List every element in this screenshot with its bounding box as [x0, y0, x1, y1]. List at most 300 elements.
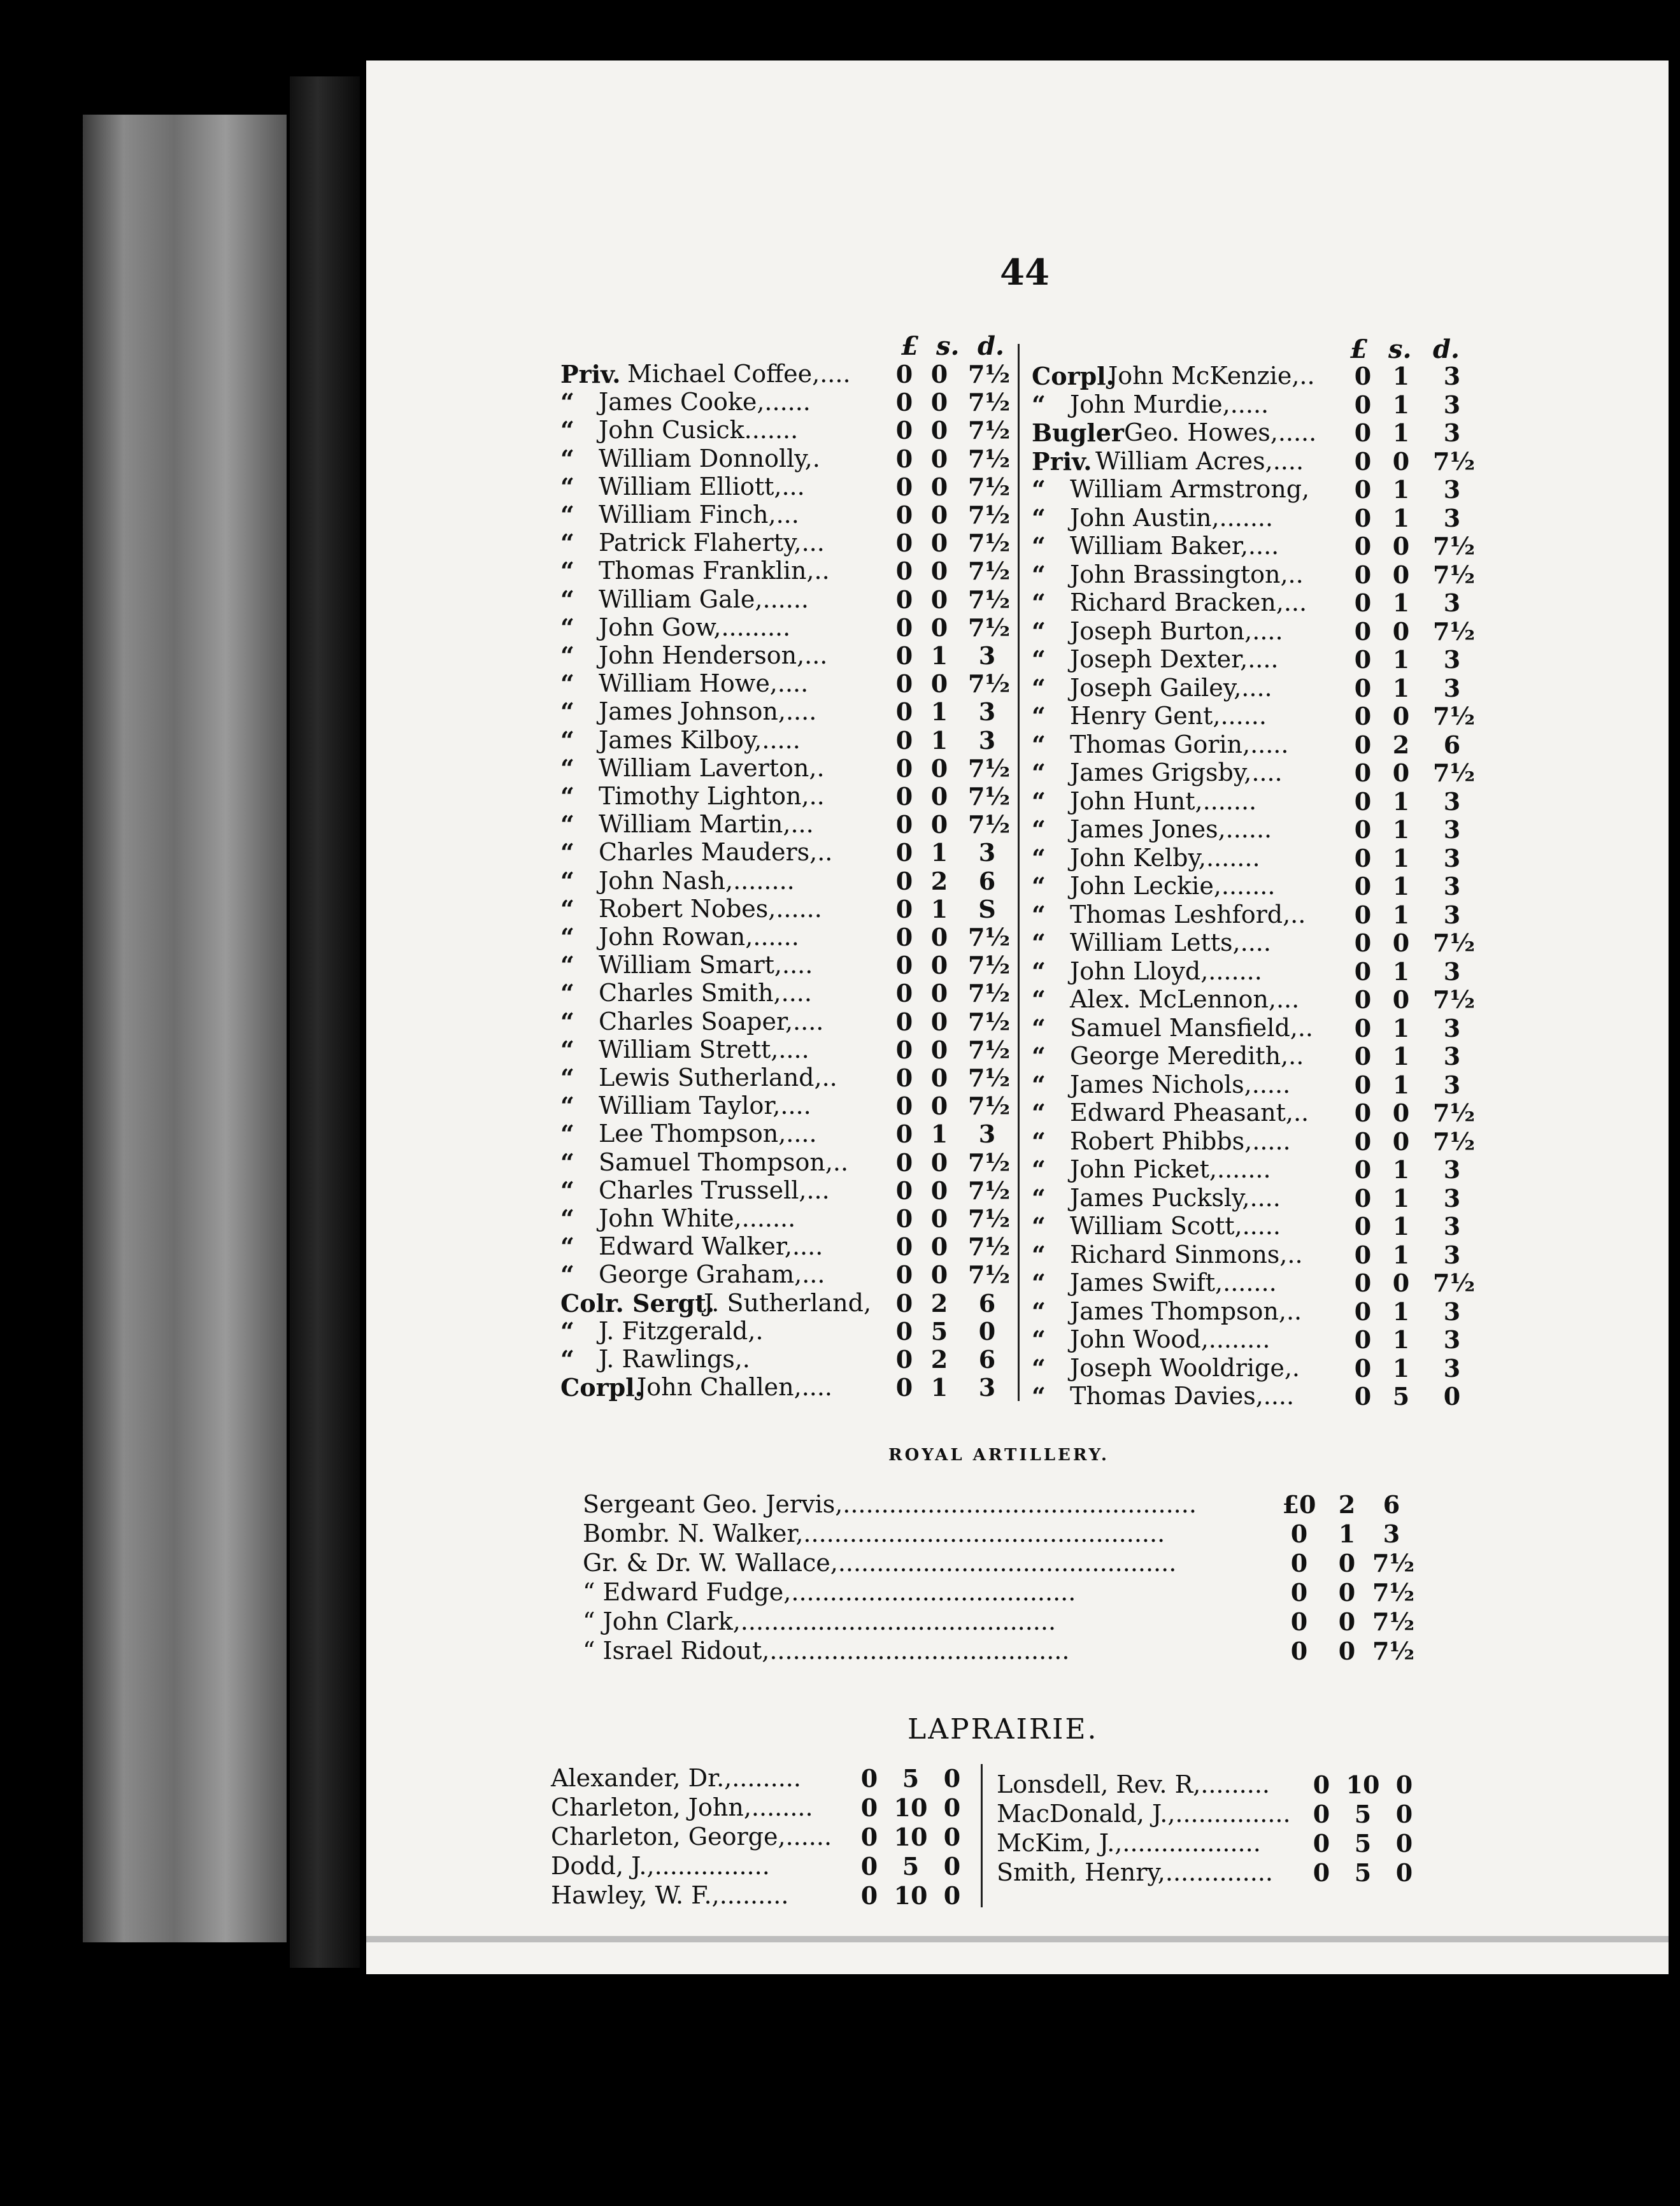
amount-pounds: 0: [1354, 616, 1372, 646]
amount-pounds: 0: [895, 725, 913, 755]
amount-pounds: 0: [1290, 1519, 1308, 1548]
amount-pence: 7½: [1433, 532, 1476, 560]
amount-pence: 3: [1443, 1042, 1461, 1071]
amount-shillings: 1: [1392, 1325, 1410, 1354]
header-pence-right: d.: [1433, 334, 1460, 364]
amount-shillings: 2: [930, 1345, 948, 1374]
laprairie-title: LAPRAIRIE.: [908, 1713, 1099, 1746]
amount-pence: 3: [978, 838, 996, 867]
row-prefix: “: [560, 782, 574, 811]
amount-pounds: 0: [1354, 503, 1372, 532]
laprairie-row: [551, 1852, 1060, 1880]
amount-pence: 7½: [968, 472, 1011, 501]
amount-pence: 3: [1443, 1183, 1461, 1213]
ledger-row: [1032, 815, 1605, 843]
amount-pence: 7½: [968, 529, 1011, 558]
amount-shillings: 1: [930, 697, 948, 727]
amount-shillings: 5: [902, 1764, 920, 1793]
row-prefix: “: [1032, 1212, 1046, 1241]
row-prefix: “: [1032, 1042, 1046, 1071]
amount-pence: 3: [1443, 872, 1461, 900]
amount-pounds: 0: [895, 1007, 913, 1036]
row-prefix: “: [1032, 588, 1046, 617]
amount-pence: 7½: [1433, 985, 1476, 1014]
row-name: Thomas Franklin,..: [599, 557, 830, 585]
amount-shillings: 10: [893, 1823, 928, 1851]
row-name: John Challen,....: [637, 1373, 833, 1402]
amount-pence: 7½: [968, 613, 1011, 642]
row-name: Charles Trussell,...: [599, 1176, 830, 1204]
artillery-row: [583, 1637, 1415, 1665]
amount-pounds: 0: [895, 782, 913, 811]
amount-pounds: 0: [1354, 1212, 1372, 1241]
amount-pence: 7½: [968, 782, 1011, 811]
amount-pence: 3: [1443, 1155, 1461, 1184]
amount-pounds: 0: [860, 1764, 878, 1793]
amount-shillings: 0: [930, 810, 948, 839]
amount-pounds: 0: [1354, 957, 1372, 986]
row-name: Alex. McLennon,...: [1070, 985, 1300, 1013]
row-prefix: “: [1032, 1183, 1046, 1213]
row-name: Timothy Lighton,..: [599, 782, 825, 810]
row-name: Thomas Leshford,..: [1070, 900, 1306, 929]
amount-pounds: 0: [895, 1316, 913, 1346]
amount-shillings: 1: [930, 641, 948, 670]
ledger-row: [1032, 1269, 1605, 1297]
amount-pounds: 0: [895, 1373, 913, 1402]
row-name: William Elliott,...: [599, 472, 805, 501]
amount-pence: 3: [978, 1373, 996, 1402]
row-prefix: “: [1032, 673, 1046, 702]
row-name: George Graham,...: [599, 1260, 825, 1289]
amount-shillings: 1: [1392, 1240, 1410, 1269]
laprairie-row: [551, 1793, 1060, 1821]
amount-pence: 7½: [968, 1176, 1011, 1205]
amount-pounds: 0: [895, 1204, 913, 1233]
row-name: John Brassington,..: [1070, 560, 1304, 588]
row-name: J. Sutherland,: [704, 1288, 872, 1317]
amount-pounds: 0: [1354, 1127, 1372, 1156]
row-name: McKim, J.,..................: [997, 1829, 1261, 1857]
row-prefix: “: [560, 669, 574, 699]
amount-shillings: 1: [1392, 957, 1410, 986]
row-name: John McKenzie,..: [1108, 362, 1315, 390]
header-pounds-right: £: [1350, 334, 1368, 364]
row-name: Joseph Burton,....: [1070, 616, 1283, 645]
amount-pounds: 0: [1313, 1858, 1330, 1887]
row-name: William Baker,....: [1070, 532, 1279, 560]
row-prefix: “: [560, 810, 574, 839]
row-name: Charles Mauders,..: [599, 838, 833, 867]
row-name: John Lloyd,.......: [1070, 957, 1262, 985]
row-name: Gr. & Dr. W. Wallace,............................................: [583, 1549, 1177, 1577]
amount-pence: 7½: [968, 1204, 1011, 1233]
row-prefix: “: [560, 894, 574, 923]
amount-pence: 6: [1383, 1490, 1400, 1519]
row-name: Smith, Henry,..............: [997, 1858, 1273, 1886]
amount-pounds: 0: [895, 1176, 913, 1205]
amount-pence: 3: [1443, 390, 1461, 419]
amount-shillings: 0: [930, 360, 948, 388]
amount-pence: 3: [1443, 815, 1461, 844]
row-prefix: “: [1032, 1269, 1046, 1297]
amount-shillings: 0: [1392, 1099, 1410, 1127]
row-name: Robert Phibbs,.....: [1070, 1127, 1291, 1155]
row-name: John Picket,.......: [1070, 1155, 1271, 1183]
row-name: Thomas Gorin,.....: [1070, 730, 1289, 758]
amount-pounds: 0: [1354, 475, 1372, 504]
row-name: Edward Pheasant,..: [1070, 1099, 1309, 1127]
row-prefix: “: [560, 529, 574, 558]
row-prefix: “: [560, 1120, 574, 1149]
amount-shillings: 5: [1354, 1800, 1372, 1828]
ledger-row: [1032, 1212, 1605, 1240]
row-name: James Johnson,....: [599, 697, 817, 726]
amount-pounds: 0: [1354, 786, 1372, 816]
amount-pence: 7½: [1372, 1549, 1415, 1577]
ledger-row: [1032, 730, 1605, 758]
amount-shillings: 10: [893, 1881, 928, 1910]
amount-pounds: £0: [1282, 1490, 1316, 1519]
amount-pounds: 0: [1313, 1800, 1330, 1828]
amount-shillings: 0: [930, 1007, 948, 1036]
amount-pounds: 0: [1290, 1578, 1308, 1607]
amount-shillings: 0: [1392, 758, 1410, 787]
amount-pounds: 0: [1354, 815, 1372, 844]
amount-pounds: 0: [860, 1852, 878, 1881]
amount-pounds: 0: [1354, 1013, 1372, 1043]
row-prefix: “: [1032, 985, 1046, 1014]
row-name: William Martin,...: [599, 810, 814, 839]
ledger-row: [1032, 560, 1605, 588]
amount-pence: 7½: [1433, 1099, 1476, 1127]
amount-pence: 7½: [968, 360, 1011, 388]
amount-shillings: 0: [1392, 985, 1410, 1014]
row-name: William Strett,....: [599, 1035, 809, 1064]
amount-pence: 7½: [1433, 702, 1476, 730]
row-prefix: “: [1032, 702, 1046, 730]
amount-pounds: 0: [1354, 362, 1372, 390]
page-number: 44: [1000, 252, 1050, 294]
row-prefix: “: [1032, 730, 1046, 759]
ledger-row: [1032, 1184, 1605, 1212]
ledger-row: [1032, 504, 1605, 532]
amount-pence: 7½: [968, 388, 1011, 417]
amount-pence: 3: [1443, 1325, 1461, 1354]
amount-shillings: 0: [1392, 446, 1410, 476]
amount-pounds: 0: [895, 951, 913, 980]
amount-pounds: 0: [895, 613, 913, 642]
amount-pounds: 0: [1354, 1070, 1372, 1099]
amount-pence: 6: [978, 1288, 996, 1318]
amount-pounds: 0: [895, 979, 913, 1008]
amount-pence: 7½: [1433, 446, 1476, 476]
row-prefix: “: [560, 1064, 574, 1092]
amount-shillings: 1: [1392, 390, 1410, 419]
ledger-row: [1032, 617, 1605, 645]
amount-shillings: 0: [930, 1232, 948, 1262]
row-prefix: “: [560, 613, 574, 642]
amount-shillings: 0: [930, 529, 948, 558]
amount-shillings: 0: [930, 557, 948, 586]
amount-shillings: 0: [930, 472, 948, 501]
amount-pounds: 0: [895, 1260, 913, 1290]
row-prefix: “: [560, 1148, 574, 1177]
amount-shillings: 0: [1392, 929, 1410, 957]
row-name: Sergeant Geo. Jervis,..............................................: [583, 1490, 1197, 1518]
ledger-row: [1032, 674, 1605, 702]
row-prefix: “: [1032, 1155, 1046, 1184]
laprairie-row: [997, 1770, 1506, 1798]
amount-pence: 7½: [968, 923, 1011, 951]
ledger-row: [1032, 929, 1605, 957]
row-name: John Leckie,.......: [1070, 872, 1276, 900]
amount-shillings: 0: [1338, 1637, 1356, 1665]
amount-pence: 0: [943, 1823, 961, 1851]
row-name: John Hunt,.......: [1070, 786, 1257, 815]
page-edge: [366, 1936, 1669, 1942]
row-name: William Donnolly,.: [599, 444, 820, 473]
amount-pence: 3: [1443, 588, 1461, 617]
row-prefix: “: [560, 444, 574, 473]
amount-shillings: 0: [1338, 1607, 1356, 1636]
row-name: James Kilboy,.....: [599, 725, 801, 754]
row-name: John Nash,........: [599, 866, 795, 895]
ledger-row: [1032, 645, 1605, 673]
amount-pounds: 0: [1354, 560, 1372, 589]
amount-shillings: 1: [1392, 872, 1410, 900]
amount-shillings: 1: [930, 1120, 948, 1149]
header-pounds-left: £: [901, 331, 919, 361]
amount-shillings: 1: [1392, 503, 1410, 532]
amount-pence: 3: [978, 641, 996, 670]
amount-pounds: 0: [895, 753, 913, 783]
row-prefix: Priv.: [1032, 446, 1092, 476]
amount-shillings: 0: [1392, 616, 1410, 646]
row-name: James Cooke,......: [599, 388, 811, 416]
amount-pence: 0: [1443, 1382, 1461, 1411]
row-prefix: “: [560, 866, 574, 895]
amount-pounds: 0: [1354, 1269, 1372, 1297]
row-prefix: “: [560, 388, 574, 417]
amount-pence: 7½: [968, 557, 1011, 586]
amount-pounds: 0: [895, 472, 913, 501]
amount-pence: 7½: [968, 585, 1011, 614]
row-name: J. Rawlings,.: [599, 1345, 750, 1373]
laprairie-row: [551, 1823, 1060, 1851]
row-prefix: “: [560, 951, 574, 980]
row-prefix: “: [560, 1345, 574, 1374]
amount-shillings: 1: [1392, 1070, 1410, 1099]
amount-pounds: 0: [1354, 1297, 1372, 1326]
row-prefix: Colr. Sergt.: [560, 1288, 715, 1318]
amount-pounds: 0: [1290, 1549, 1308, 1577]
amount-pounds: 0: [895, 501, 913, 529]
amount-pounds: 0: [1313, 1829, 1330, 1858]
row-prefix: “: [560, 753, 574, 783]
amount-pence: 3: [1443, 900, 1461, 929]
row-prefix: Corpl.: [560, 1373, 643, 1402]
row-name: Charleton, John,........: [551, 1793, 813, 1821]
amount-shillings: 0: [1392, 1127, 1410, 1156]
amount-pence: 6: [978, 1345, 996, 1374]
ledger-row: [1032, 957, 1605, 985]
amount-pence: 3: [1443, 1240, 1461, 1269]
amount-shillings: 1: [1392, 1013, 1410, 1043]
ledger-row: [1032, 475, 1605, 503]
row-name: John Wood,........: [1070, 1325, 1271, 1353]
row-prefix: Priv.: [560, 360, 621, 388]
amount-pence: 7½: [968, 501, 1011, 529]
row-name: James Pucksly,....: [1070, 1183, 1281, 1212]
row-name: William Taylor,....: [599, 1092, 811, 1120]
row-prefix: Corpl.: [1032, 362, 1114, 390]
amount-pence: 7½: [1372, 1637, 1415, 1665]
amount-shillings: 5: [1392, 1382, 1410, 1411]
amount-pounds: 0: [1354, 418, 1372, 447]
amount-shillings: 0: [1338, 1549, 1356, 1577]
ledger-row: [1032, 900, 1605, 929]
royal-artillery-title: ROYAL ARTILLERY.: [888, 1446, 1109, 1465]
amount-pence: 3: [1443, 475, 1461, 504]
ledger-row: [1032, 758, 1605, 786]
amount-pounds: 0: [1354, 1353, 1372, 1383]
amount-shillings: 1: [1392, 475, 1410, 504]
amount-shillings: 0: [930, 979, 948, 1008]
amount-pence: 3: [1443, 1353, 1461, 1383]
row-prefix: “: [560, 501, 574, 529]
amount-pence: 7½: [968, 951, 1011, 980]
amount-shillings: 1: [1392, 1042, 1410, 1071]
row-name: Bombr. N. Walker,...............................................: [583, 1519, 1165, 1548]
row-prefix: “: [1032, 616, 1046, 646]
ledger-row: [1032, 872, 1605, 900]
row-name: Richard Sinmons,..: [1070, 1240, 1303, 1269]
amount-shillings: 5: [902, 1852, 920, 1881]
row-name: William Gale,......: [599, 585, 809, 613]
amount-pence: 3: [1443, 362, 1461, 390]
row-prefix: “: [560, 585, 574, 614]
ledger-row: [1032, 418, 1605, 446]
amount-shillings: 1: [1392, 588, 1410, 617]
ledger-row: [1032, 390, 1605, 418]
row-prefix: “: [560, 1204, 574, 1233]
amount-shillings: 1: [1392, 786, 1410, 816]
amount-pence: 7½: [968, 1007, 1011, 1036]
amount-pounds: 0: [895, 360, 913, 388]
row-prefix: “: [560, 1316, 574, 1346]
ledger-row: [1032, 1127, 1605, 1155]
header-shillings-left: s.: [936, 331, 960, 361]
row-prefix: “: [1032, 645, 1046, 674]
row-name: Michael Coffee,....: [627, 360, 851, 388]
amount-shillings: 0: [930, 753, 948, 783]
row-prefix: “: [1032, 560, 1046, 589]
row-prefix: “: [560, 1176, 574, 1205]
amount-pounds: 0: [1354, 1382, 1372, 1411]
amount-shillings: 1: [930, 1373, 948, 1402]
artillery-row: [583, 1549, 1415, 1577]
amount-shillings: 0: [930, 923, 948, 951]
amount-pounds: 0: [1354, 645, 1372, 674]
row-prefix: “: [1032, 1013, 1046, 1043]
row-prefix: “: [1032, 390, 1046, 419]
row-name: Geo. Howes,.....: [1124, 418, 1317, 446]
amount-pounds: 0: [895, 585, 913, 614]
amount-shillings: 1: [1392, 815, 1410, 844]
amount-pence: 0: [943, 1881, 961, 1910]
amount-shillings: 0: [1392, 532, 1410, 560]
amount-pence: 7½: [968, 1232, 1011, 1262]
laprairie-row: [551, 1881, 1060, 1909]
amount-shillings: 0: [930, 951, 948, 980]
amount-pounds: 0: [860, 1793, 878, 1822]
laprairie-row: [997, 1858, 1506, 1886]
amount-pence: 3: [1443, 418, 1461, 447]
row-prefix: “: [1032, 929, 1046, 957]
row-name: Patrick Flaherty,...: [599, 529, 825, 557]
row-prefix: “: [560, 557, 574, 586]
amount-shillings: 1: [930, 894, 948, 923]
amount-shillings: 0: [930, 1260, 948, 1290]
amount-shillings: 1: [1338, 1519, 1356, 1548]
row-name: Lee Thompson,....: [599, 1120, 817, 1148]
row-prefix: “: [560, 923, 574, 951]
row-name: John Cusick.......: [599, 416, 799, 445]
amount-shillings: 1: [1392, 1353, 1410, 1383]
ledger-row: [1032, 844, 1605, 872]
row-prefix: “: [1032, 786, 1046, 816]
amount-shillings: 0: [930, 1204, 948, 1233]
amount-pence: 0: [943, 1852, 961, 1881]
row-prefix: “: [1032, 1127, 1046, 1156]
row-name: Robert Nobes,......: [599, 894, 822, 923]
amount-pounds: 0: [895, 1148, 913, 1177]
amount-shillings: 5: [1354, 1858, 1372, 1887]
amount-pence: 3: [1443, 1013, 1461, 1043]
ledger-row: [1032, 702, 1605, 730]
amount-pence: 3: [1443, 957, 1461, 986]
amount-shillings: 0: [930, 1092, 948, 1121]
ledger-row: [1032, 1354, 1605, 1382]
amount-shillings: 2: [930, 1288, 948, 1318]
amount-shillings: 0: [1392, 1269, 1410, 1297]
amount-pounds: 0: [1354, 1183, 1372, 1213]
amount-pence: 7½: [1433, 758, 1476, 787]
ledger-row: [1032, 1099, 1605, 1127]
amount-pounds: 0: [1354, 532, 1372, 560]
amount-shillings: 0: [930, 501, 948, 529]
header-pence-left: d.: [978, 331, 1004, 361]
amount-pence: 7½: [968, 1260, 1011, 1290]
row-name: MacDonald, J.,...............: [997, 1800, 1291, 1828]
amount-pence: 3: [1443, 673, 1461, 702]
row-name: Alexander, Dr.,.........: [551, 1764, 801, 1792]
amount-shillings: 1: [930, 838, 948, 867]
row-name: Lewis Sutherland,..: [599, 1064, 837, 1092]
book-binding: [290, 76, 360, 1968]
amount-pence: 6: [1443, 730, 1461, 759]
row-name: William Finch,...: [599, 501, 799, 529]
amount-shillings: 0: [930, 585, 948, 614]
amount-shillings: 0: [930, 669, 948, 699]
amount-pence: 7½: [968, 669, 1011, 699]
amount-pence: 7½: [1433, 560, 1476, 589]
amount-shillings: 1: [930, 725, 948, 755]
ledger-row: [1032, 985, 1605, 1013]
row-name: John Kelby,.......: [1070, 843, 1260, 872]
amount-pence: 3: [978, 1120, 996, 1149]
